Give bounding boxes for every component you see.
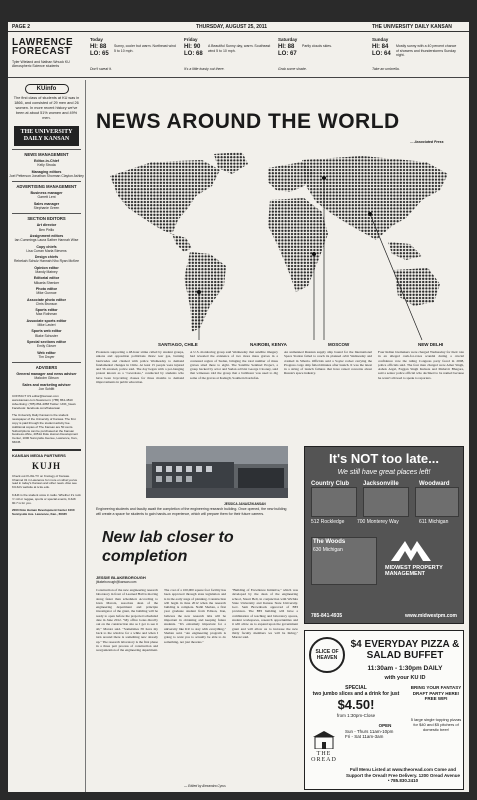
ad-headline: $4 EVERYDAY PIZZA & SALAD BUFFET: [350, 639, 460, 661]
pin-moscow: [322, 176, 326, 180]
story-headline: New lab closer to completion: [102, 529, 234, 565]
property-name: Woodward: [419, 481, 450, 487]
mpm-logo-icon: [391, 539, 431, 563]
central-america-shape: [172, 234, 192, 252]
kujh-logo: KUJH: [31, 460, 61, 471]
staff-entry: Sports editor Max Rothman: [35, 308, 58, 317]
north-america-shape: [110, 160, 220, 234]
staff-entry: Sales and marketing adviser Jon Schlitt: [22, 382, 71, 391]
southeast-asia-shape: [388, 242, 422, 260]
edited-by: — Edited by Alexandra Cyrus: [184, 784, 226, 788]
story-column: The cost of a 100,000 square foot facility has been approved through state legislation and is in the early stage of planning. Construction will begin in June 2012 when the research building is complete. Nabil Shaban, a first year graduate student from Edison, Iran, believes the new research labs will be important in obtaining and keeping future students. "It's extremely important for a university like KU to stay with everything," Shaban said. "An engineering program is going to want you to actually be able to do something, not just theories.": [164, 588, 226, 644]
byline-email: jblakeborough@kansan.com: [96, 580, 137, 584]
draft-party-text: BRING YOUR FANTASY DRAFT PARTY HERE! FREE WIFI: [410, 685, 462, 701]
property-ad: [304, 446, 464, 624]
open-hours: OPEN Sun - Thurs 11am-10pm Fri - Sat 11am-3am: [345, 723, 394, 739]
staff-entry: Sports web editor Blake Schuster: [31, 329, 62, 338]
property-photo: [311, 487, 357, 517]
contact-info: CONTACT US editor@kansan.com www.kansan.com Newsroom: (785) 864-4810 Advertising: (785) 864-4358 Twitter: UDK_News Facebook: facebook.com/thekansan: [12, 394, 76, 410]
staff-entry: Editorial editor Mikaela Shenker: [33, 276, 60, 285]
staff-entry: Copy chiefs Lisa Curran Marla Stevens: [26, 244, 67, 253]
story-body: Four Indian lawmakers were charged Wednesday for their role in an alleged cash-for-votes scandal during a crucial confidence vote the ruling Congress party faced in 2008, police officials said. The four men charged were Amar Singh, Ashok Argal, Faggan Singh Kulaste and Mahavir Bhagora, said a senior police official who declined to be named because he wasn't allowed to speak to reporters.: [378, 350, 464, 380]
oread-logo: THE OREAD: [311, 751, 337, 763]
staff-section-title: ADVISERS: [12, 362, 81, 370]
property-address: 512 Rockledge: [311, 519, 345, 525]
world-map: [92, 146, 464, 342]
property-address: 611 Michigan: [419, 519, 449, 525]
masthead-logo: THE UNIVERSITY DAILY KANSAN: [14, 126, 79, 146]
staff-entry: Special sections editor Emily Glover: [26, 339, 67, 349]
story-byline: JESSIE BLAKEBOROUGH: [96, 575, 146, 580]
story-column: "Building of Excellence Initiative," which was developed by the dean of the engineering school, Stuart Bell, in conjunction with Wichita State University and Kansas State University. Gov. Sam Brownback approved of BEI provision. The BEI building will have a combination of teaching and laboratory spaces, student workspaces, research opportunities and it will allow us to expand upon the government grant and will allow us to increase the new thirty faculty members we will be hiring," Marotz said.: [232, 588, 298, 640]
staff-entry: Art director Ben Pirillo: [36, 223, 57, 232]
ad-website: www.midwestpm.com: [404, 613, 457, 619]
staff-section-title: NEWS MANAGEMENT: [12, 149, 81, 157]
photo-credit: JESSICA JANASZ/KANSAN: [224, 502, 266, 506]
ad-phone: 785-841-4935: [311, 613, 343, 619]
kujh-text: Check out KUJH-TV on Knology of Kansas. Channel 31 in Lawrence for more on what you've read in today's Kansan and other news. Also see KUJH's website at tv.ku.edu.: [12, 473, 78, 490]
forecast-day: Friday HI: 90 LO: 68 A Beautiful Sunny day, warm. Southeast wind 5 to 10 mph. It's a little toasty out there.: [184, 37, 271, 71]
office-address: 2000 Dole Human Development Center 1000 Sunnyside Ave. Lawrence, Kan., 66045: [12, 508, 75, 517]
staff-entry: Editor-in-Chief Kelly Stroda: [34, 159, 59, 168]
property-address: 700 Monterey Way: [357, 519, 399, 525]
company-name: MIDWEST PROPERTY MANAGEMENT: [385, 565, 443, 577]
kjhk-text: KJHK is the student voice in radio. Whether it's rock 'n' roll or reggae, sports or special events, KJHK 90.7 is for you.: [12, 493, 81, 505]
city-label: NAIROBI, KENYA: [250, 342, 287, 347]
staff-sidebar: [8, 80, 86, 792]
construction-photo: [146, 446, 288, 498]
pin-santiago: [197, 290, 201, 294]
property-address: 630 Michigan: [313, 547, 343, 553]
forecast-credit: Tyler Wieland and Nathan Wnuck KU Atmospheric Science students: [12, 60, 70, 68]
ad-headline: It's NOT too late...: [329, 451, 439, 466]
kuinfo-logo: KUinfo: [25, 84, 69, 94]
property-photo: [363, 487, 409, 517]
kuinfo-fact: The first class of students at KU was in 1866, and consisted of 29 men and 26 women. In more recent history we've been at about 51% women and 49% men.: [13, 96, 80, 120]
staff-entry: Design chiefs Rebekah Schulz Hannah Nho Ryan McKee: [13, 255, 80, 264]
ad-subheadline: We still have great places left!: [337, 469, 431, 476]
forecast-title: LAWRENCE FORECAST: [12, 37, 74, 57]
city-label: MOSCOW: [328, 342, 350, 347]
photo-caption: Engineering students and faculty await the completion of the engineering research building. Once opened, the new building will create a space for students to gain hands-on experience, which will prepare them for their future careers.: [96, 507, 287, 516]
staff-entry: Sales manager Stephanie Green: [33, 201, 60, 211]
construction-photo-art: [146, 446, 288, 498]
special-price: $4.50!: [337, 697, 375, 712]
forecast-day: Sunday HI: 84 LO: 64 Mostly sunny with a 40 percent chance of showers and thunderstorms Sunday night. Take an umbrella.: [372, 37, 457, 71]
top-bar: [8, 22, 469, 32]
staff-entry: Associate photo editor Chris Bronson: [27, 297, 66, 306]
australia-shape: [394, 268, 440, 306]
staff-entry: Managing editors Joel Petterson Jonathan Shorman Clayton Ashley: [9, 169, 84, 178]
fine-print: The University Daily Kansan is the student newspaper of the University of Kansas. The first copy is paid through the student activity fee. Additional copies of The Kansan are 50 cents. Subscriptions can be purchased at the Kansan business office, 2051A Dole Human Development Center, 1000 Sunnyside Avenue, Lawrence, Kan., 66045.: [12, 413, 79, 445]
story-body: A U.S. monitoring group said Wednesday that satellite imagery had revealed the existence of two more mass graves in a contested region of Sudan, bringing the total number of mass graves sited there to eight. The Satellite Sentinel Project, a group backed by actor and Sudan activist George Clooney, said that witnesses told the group that a bulldozer was used to dig some of the graves at Kadugli, Southern Kordofan.: [190, 350, 278, 380]
staff-entry: Opinion editor Mandy Matney: [34, 265, 59, 275]
south-america-shape: [184, 252, 226, 332]
property-name: Country Club: [311, 481, 349, 487]
staff-entry: General manager and news adviser Malcolm Gibson: [16, 372, 77, 381]
special-hours: from 1:30pm-Close: [336, 713, 376, 718]
staff-entry: Business manager Garrett Lent: [30, 191, 63, 200]
buffet-note: with your KU ID: [384, 675, 426, 681]
page-title: NEWS AROUND THE WORLD: [96, 110, 400, 133]
pizza-ad: [304, 630, 464, 790]
page-number: PAGE 2: [12, 24, 30, 30]
staff-entry: Web editor Tim Dwyer: [37, 350, 56, 359]
city-label: SANTIAGO, CHILE: [158, 342, 198, 347]
staff-entry: Associate sports editor Mike Lavieri: [26, 318, 67, 328]
pizza-deal-text: 5 large single topping pizzas for $40 and $5 pitchers of domestic beer!: [410, 717, 462, 732]
pin-new-delhi: [368, 212, 372, 216]
story-body: Protesters supporting a 48-hour strike called by student groups, unions and opposition politicians threw tear gas, burning barricades and clashed with police Wednesday to demand fundamental changes in Chile. At least 15 people were injured and 36 arrested, police said. The day began with a pot-banging protest known as a "cacerolazo," conducted by students who have been boycotting classes for three months to demand improvements in public education.: [96, 350, 184, 385]
property-photo: [415, 487, 459, 517]
forecast-day: Today HI: 88 LO: 65 Sunny, cooler but warm. Northeast wind 5 to 10 mph. Don't sweat it.: [90, 37, 176, 71]
menu-info: Full Menu Listed at www.theoread.com Come and Support the Oread! Free Delivery. 1200 Oread Avenue • 785.830.2410: [345, 767, 461, 783]
property-name: The Woods: [313, 539, 346, 545]
buffet-hours: 11:30am - 1:30pm DAILY: [367, 665, 443, 672]
paper-name: THE UNIVERSITY DAILY KANSAN: [372, 24, 452, 30]
staff-entry: Photo editor Mike Gunnoe: [35, 286, 58, 296]
africa-shape: [268, 198, 328, 292]
staff-section-title: SECTION EDITORS: [12, 213, 81, 221]
city-label: NEW DELHI: [418, 342, 444, 347]
weather-strip: [8, 34, 469, 78]
oread-building-icon: [313, 731, 335, 749]
forecast-day: Saturday HI: 88 LO: 67 Partly clouds skies. Grab some shade.: [278, 37, 332, 71]
story-column: Construction of the new engineering research laboratory in front of Learned Hall is moving along faster than scheduled. According to Glen Marotz, associate dean of the engineering department and principle investigator of the grant, the building will be ready to open before the projected scheduled date in June 2012. "My office looks directly out on the construction site so I get to see it all," Marotz said. "Sometimes I'll have my back to the window for a while and when I turn around there is something new already up." The research laboratory is the first phase in a three part process of construction and reorganization of the engineering department.: [96, 588, 158, 653]
special-text: SPECIAL two jumbo slices and a drink for just: [312, 685, 400, 697]
ap-credit: — Associated Press: [410, 140, 444, 144]
newspaper-page: [8, 22, 469, 792]
story-body: An unmanned Russian supply ship bound for the International Space Station failed to reach its planned orbit Wednesday and crashed in Siberia. Officials said a Soyuz rocket carrying the Progress cargo ship failed minutes after launch. It was the latest in a string of launch failures that have raised concerns about Russia's space industry.: [284, 350, 372, 376]
issue-date: THURSDAY, AUGUST 25, 2011: [196, 24, 268, 30]
pin-nairobi: [312, 252, 316, 256]
slice-of-heaven-logo: SLICE OF HEAVEN: [309, 637, 345, 673]
staff-entry: Assignment editors Ian Cummings Laura Sather Hannah Wise: [14, 233, 79, 243]
media-partners-title: KANSAN MEDIA PARTNERS: [12, 449, 81, 458]
property-name: Jacksonville: [363, 481, 399, 487]
staff-section-title: ADVERTISING MANAGEMENT: [12, 181, 81, 189]
